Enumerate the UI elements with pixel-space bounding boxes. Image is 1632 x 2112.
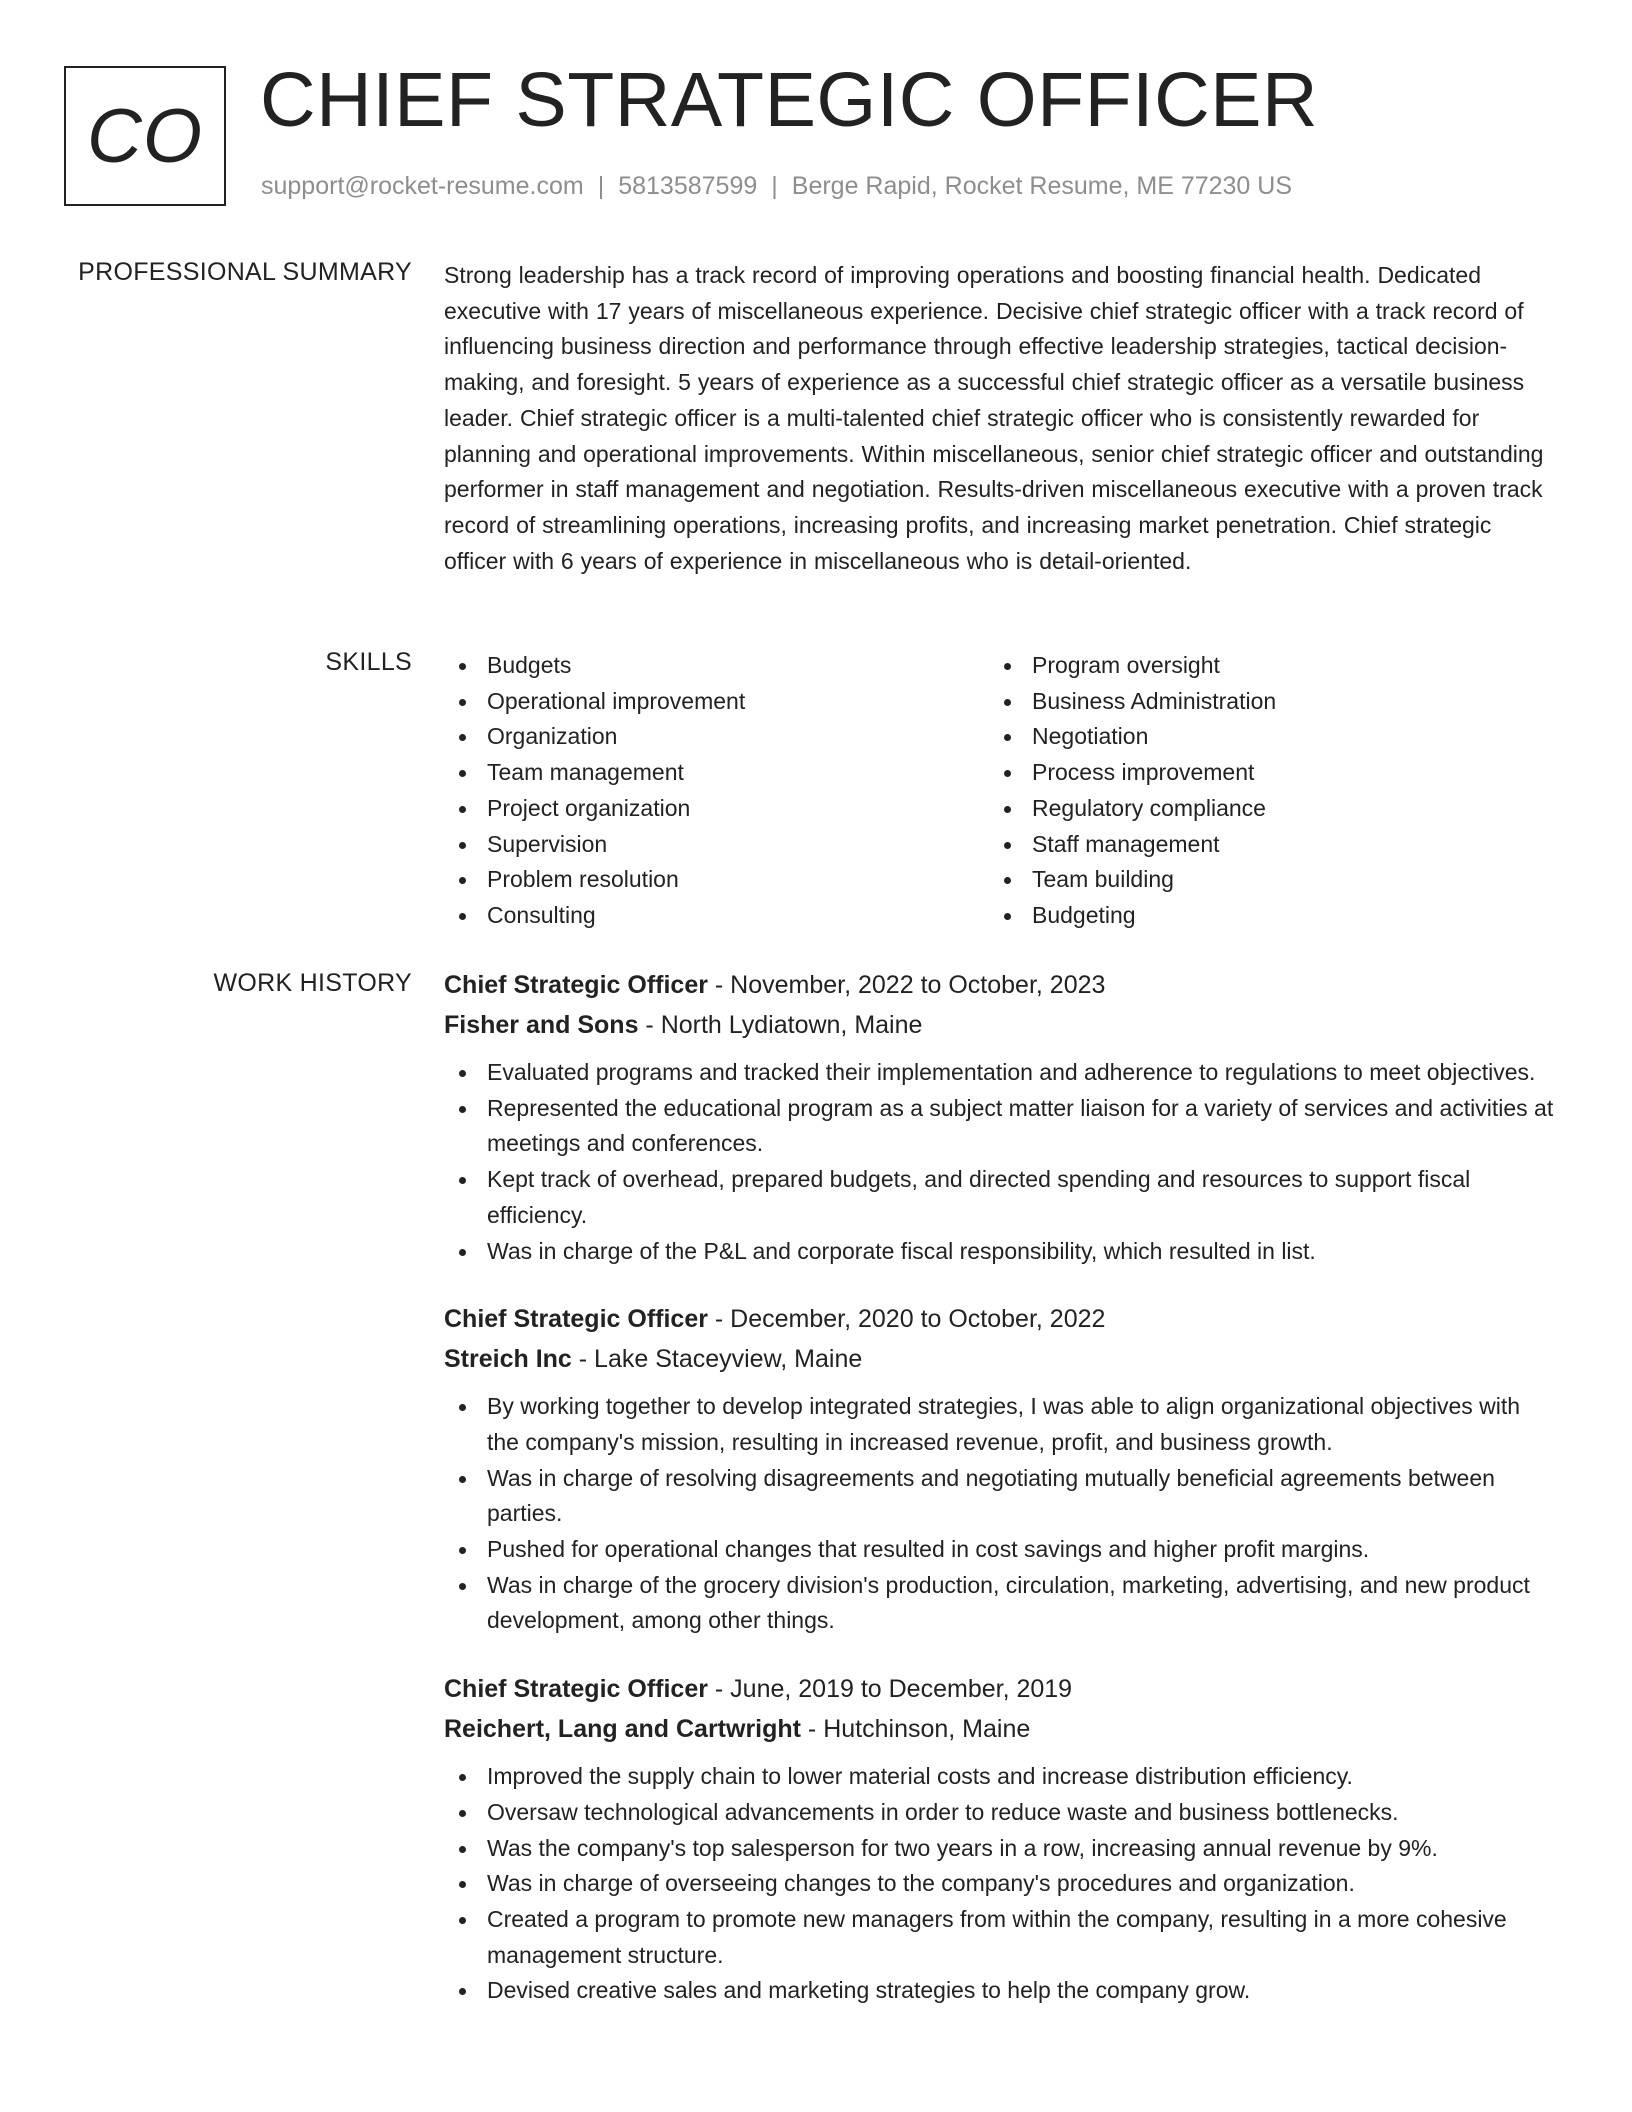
job-title-line <box>444 965 1556 1005</box>
job-bullets <box>444 1055 1556 1269</box>
job-entry <box>444 1669 1556 2009</box>
job-location: Hutchinson, Maine <box>823 1715 1031 1744</box>
job-dash: - <box>707 1305 731 1334</box>
job-bullet: Devised creative sales and marketing strategies to help the company grow. <box>444 1973 1556 2009</box>
work-history-body <box>444 965 1556 2039</box>
summary-body <box>444 258 1556 579</box>
monogram-badge <box>64 66 226 206</box>
job-bullet: Kept track of overhead, prepared budgets, and directed spending and resources to support fiscal efficiency. <box>444 1162 1556 1233</box>
contact-phone[interactable]: 5813587599 <box>618 172 758 200</box>
job-title-line <box>444 1299 1556 1339</box>
work-history-heading: WORK HISTORY <box>213 969 412 997</box>
contact-separator: | <box>597 172 605 200</box>
skill-item: Negotiation <box>989 719 1534 755</box>
contact-email[interactable]: support@rocket-resume.com <box>261 172 584 200</box>
job-company-line <box>444 1709 1556 1749</box>
skills-heading: SKILLS <box>325 648 412 676</box>
skill-item: Regulatory compliance <box>989 791 1534 827</box>
job-bullet: Was in charge of overseeing changes to the company's procedures and organization. <box>444 1866 1556 1902</box>
job-bullet: Was in charge of the grocery division's production, circulation, marketing, advertising, and new product development, among other things. <box>444 1568 1556 1639</box>
job-bullet: Pushed for operational changes that resulted in cost savings and higher profit margins. <box>444 1532 1556 1568</box>
job-dates: June, 2019 to December, 2019 <box>730 1675 1073 1704</box>
contact-address: Berge Rapid, Rocket Resume, ME 77230 US <box>791 172 1293 200</box>
job-dates: December, 2020 to October, 2022 <box>730 1305 1106 1334</box>
job-bullet: Improved the supply chain to lower material costs and increase distribution efficiency. <box>444 1759 1556 1795</box>
job-entry <box>444 965 1556 1269</box>
job-bullet: Represented the educational program as a subject matter liaison for a variety of services and activities at meetings and conferences. <box>444 1091 1556 1162</box>
job-bullet: Evaluated programs and tracked their implementation and adherence to regulations to meet objectives. <box>444 1055 1556 1091</box>
skill-item: Team building <box>989 862 1534 898</box>
skill-item: Budgeting <box>989 898 1534 934</box>
job-company-line <box>444 1005 1556 1045</box>
resume-title: CHIEF STRATEGIC OFFICER <box>260 57 1319 143</box>
skills-list-right <box>989 648 1534 934</box>
skill-item: Staff management <box>989 827 1534 863</box>
job-location: Lake Staceyview, Maine <box>594 1345 863 1374</box>
job-bullet: Was in charge of resolving disagreements and negotiating mutually beneficial agreements between parties. <box>444 1461 1556 1532</box>
job-bullets <box>444 1389 1556 1639</box>
job-dash: - <box>571 1345 595 1374</box>
skill-item: Consulting <box>444 898 989 934</box>
skills-list-left <box>444 648 989 934</box>
job-bullet: By working together to develop integrated strategies, I was able to align organizational objectives with the company's mission, resulting in increased revenue, profit, and business growth. <box>444 1389 1556 1460</box>
job-dates: November, 2022 to October, 2023 <box>730 971 1106 999</box>
job-title-line <box>444 1669 1556 1709</box>
job-dash: - <box>638 1011 661 1039</box>
skill-item: Project organization <box>444 791 989 827</box>
job-bullet: Created a program to promote new managers from within the company, resulting in a more cohesive management structure. <box>444 1902 1556 1973</box>
job-bullet: Was in charge of the P&L and corporate fiscal responsibility, which resulted in list. <box>444 1234 1556 1270</box>
skill-item: Supervision <box>444 827 989 863</box>
job-dash: - <box>800 1715 824 1744</box>
job-bullets <box>444 1759 1556 2009</box>
skill-item: Process improvement <box>989 755 1534 791</box>
summary-heading: PROFESSIONAL SUMMARY <box>78 258 412 286</box>
skill-item: Team management <box>444 755 989 791</box>
job-company: Fisher and Sons <box>444 1011 639 1039</box>
monogram-initials: CO <box>87 93 203 179</box>
job-bullet: Was the company's top salesperson for two years in a row, increasing annual revenue by 9%. <box>444 1831 1556 1867</box>
job-company: Reichert, Lang and Cartwright <box>444 1715 801 1744</box>
job-company-line <box>444 1339 1556 1379</box>
skill-item: Problem resolution <box>444 862 989 898</box>
job-title: Chief Strategic Officer <box>444 1305 708 1334</box>
summary-text: Strong leadership has a track record of improving operations and boosting financial health. Dedicated executive with 17 years of miscellaneous experience. Decisive chief strategic officer with a track record of influencing business direction and performance through effective leadership strategies, tactical decision-making, and foresight. 5 years of experience as a successful chief strategic officer as a versatile business leader. Chief strategic officer is a multi-talented chief strategic officer who is consistently rewarded for planning and operational improvements. Within miscellaneous, senior chief strategic officer and outstanding performer in staff management and negotiation. Results-driven miscellaneous executive with a proven track record of streamlining operations, increasing profits, and increasing market penetration. Chief strategic officer with 6 years of experience in miscellaneous who is detail-oriented. <box>444 262 1544 574</box>
job-dash: - <box>707 971 731 999</box>
job-entry <box>444 1299 1556 1639</box>
job-title: Chief Strategic Officer <box>444 971 708 999</box>
job-dash: - <box>707 1675 731 1704</box>
skill-item: Program oversight <box>989 648 1534 684</box>
skill-item: Operational improvement <box>444 684 989 720</box>
job-location: North Lydiatown, Maine <box>660 1011 923 1039</box>
skills-body <box>444 648 1556 934</box>
contact-separator: | <box>771 172 778 200</box>
skill-item: Organization <box>444 719 989 755</box>
job-title: Chief Strategic Officer <box>444 1675 708 1704</box>
skill-item: Budgets <box>444 648 989 684</box>
job-company: Streich Inc <box>444 1345 572 1374</box>
job-bullet: Oversaw technological advancements in order to reduce waste and business bottlenecks. <box>444 1795 1556 1831</box>
skill-item: Business Administration <box>989 684 1534 720</box>
contact-line <box>261 172 1292 201</box>
